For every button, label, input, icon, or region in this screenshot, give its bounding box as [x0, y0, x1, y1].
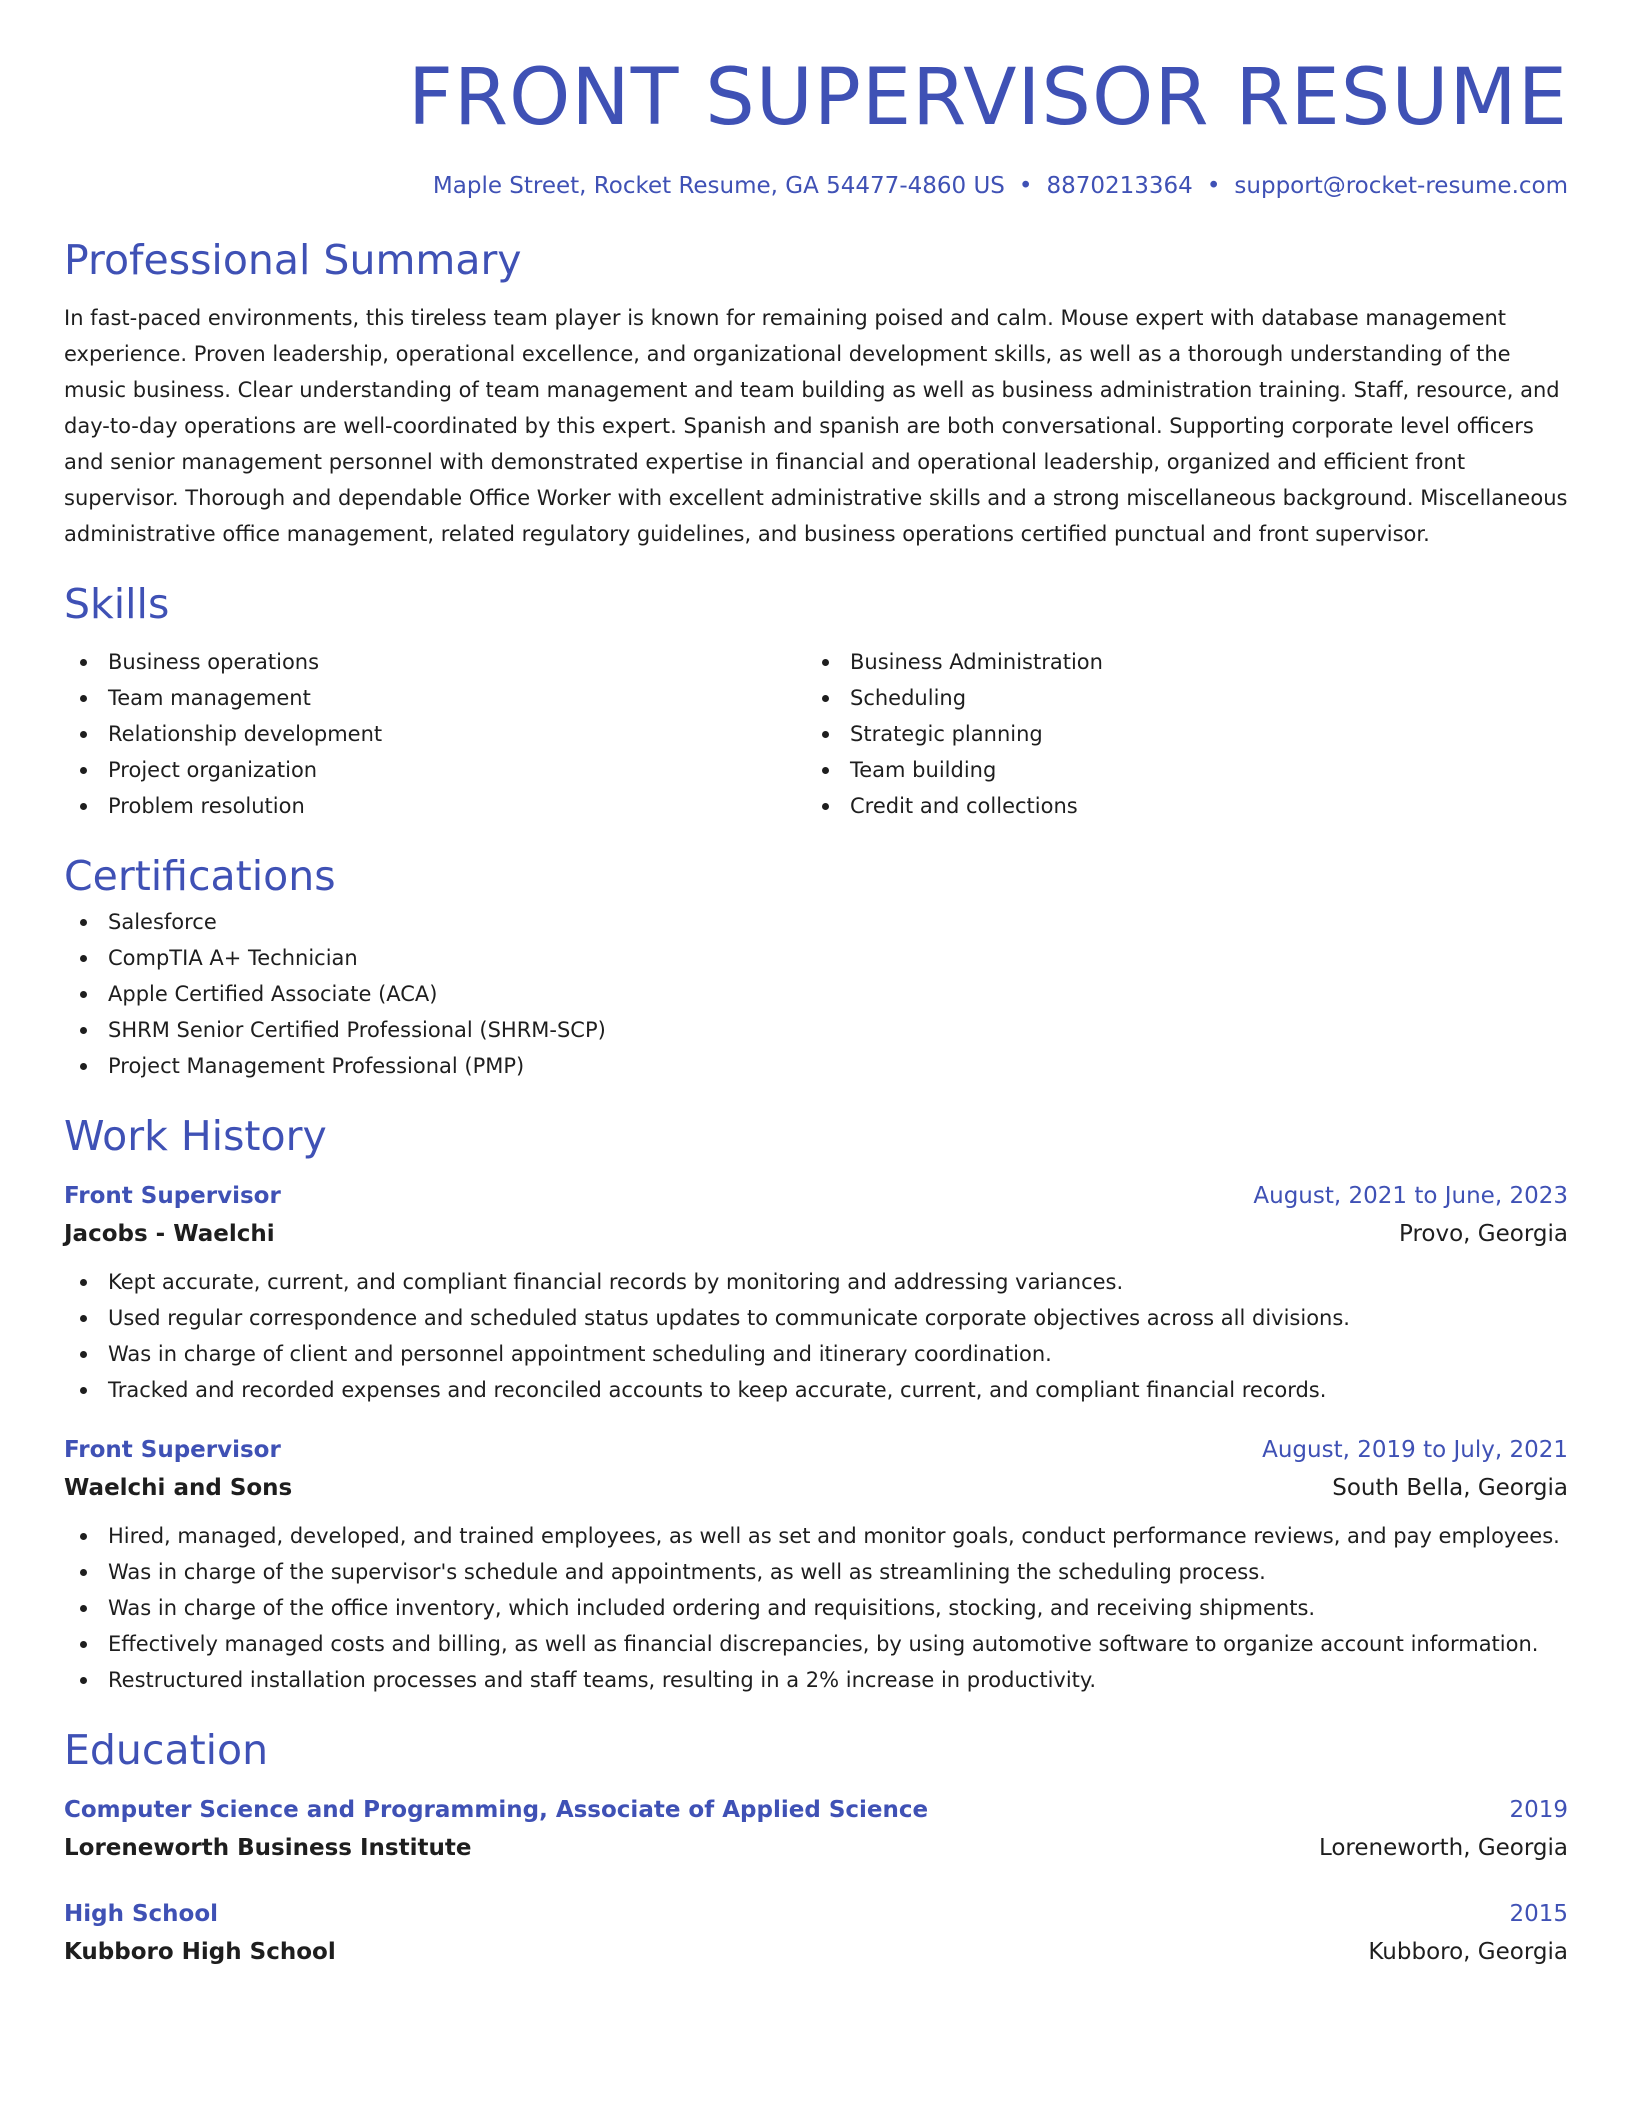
job-company-row [64, 1468, 1568, 1508]
job-title: Front Supervisor [64, 1436, 281, 1463]
certification-item: Project Management Professional (PMP) [64, 1048, 1568, 1084]
professional-summary-section [64, 232, 1568, 552]
skills-section [64, 576, 1568, 824]
education-school: Loreneworth Business Institute [64, 1834, 472, 1861]
job-duty-item: Kept accurate, current, and compliant financial records by monitoring and addressing variances. [64, 1264, 1568, 1300]
skill-item: Business operations [64, 644, 806, 680]
contact-separator: • [1206, 172, 1221, 199]
job-title-row [64, 1432, 1568, 1468]
work-history-section [64, 1108, 1568, 1698]
section-heading-work-history: Work History [64, 1111, 327, 1160]
job-duty-item: Was in charge of client and personnel appointment scheduling and itinerary coordination. [64, 1336, 1568, 1372]
job-company: Jacobs - Waelchi [64, 1220, 275, 1247]
skill-item: Business Administration [806, 644, 1548, 680]
education-entry [64, 1792, 1568, 1868]
job-duty-item: Was in charge of the supervisor's schedule and appointments, as well as streamlining the scheduling process. [64, 1554, 1568, 1590]
certifications-section [64, 848, 1568, 1084]
job-location: South Bella, Georgia [1332, 1474, 1568, 1501]
education-year: 2019 [1509, 1796, 1568, 1823]
skill-item: Relationship development [64, 716, 806, 752]
education-year: 2015 [1509, 1900, 1568, 1927]
job-duty-item: Used regular correspondence and scheduled status updates to communicate corporate objectives across all divisions. [64, 1300, 1568, 1336]
job-entry [64, 1432, 1568, 1698]
education-degree: High School [64, 1900, 219, 1927]
job-title-row [64, 1178, 1568, 1214]
job-duties-list [64, 1264, 1568, 1408]
certification-item: Apple Certified Associate (ACA) [64, 976, 1568, 1012]
job-duties-list [64, 1518, 1568, 1698]
education-school-row [64, 1932, 1568, 1972]
education-school-row [64, 1828, 1568, 1868]
job-duty-item: Hired, managed, developed, and trained employees, as well as set and monitor goals, conduct performance reviews, and pay employees. [64, 1518, 1568, 1554]
job-duty-item: Was in charge of the office inventory, which included ordering and requisitions, stocking, and receiving shipments. [64, 1590, 1568, 1626]
skills-grid [64, 644, 1568, 824]
contact-address: Maple Street, Rocket Resume, GA 54477-4860 US [432, 172, 1005, 199]
skill-item: Team building [806, 752, 1548, 788]
job-entry [64, 1178, 1568, 1408]
skill-item: Strategic planning [806, 716, 1548, 752]
education-location: Kubboro, Georgia [1368, 1938, 1568, 1965]
job-duty-item: Effectively managed costs and billing, as well as financial discrepancies, by using automotive software to organize account information. [64, 1626, 1568, 1662]
skill-item: Problem resolution [64, 788, 806, 824]
education-section [64, 1722, 1568, 1972]
education-school: Kubboro High School [64, 1938, 336, 1965]
certification-item: SHRM Senior Certified Professional (SHRM-SCP) [64, 1012, 1568, 1048]
resume-title: FRONT SUPERVISOR RESUME [407, 53, 1568, 143]
skill-item: Team management [64, 680, 806, 716]
job-dates: August, 2021 to June, 2023 [1253, 1182, 1568, 1209]
certification-item: Salesforce [64, 904, 1568, 940]
education-degree: Computer Science and Programming, Associate of Applied Science [64, 1796, 929, 1823]
section-heading-summary: Professional Summary [64, 235, 522, 284]
job-company: Waelchi and Sons [64, 1474, 293, 1501]
skills-list-left [64, 644, 806, 824]
job-company-row [64, 1214, 1568, 1254]
section-heading-education: Education [64, 1725, 269, 1774]
contact-separator: • [1018, 172, 1033, 199]
skill-item: Scheduling [806, 680, 1548, 716]
job-location: Provo, Georgia [1399, 1220, 1568, 1247]
education-location: Loreneworth, Georgia [1318, 1834, 1568, 1861]
skills-list-right [806, 644, 1548, 824]
skill-item: Project organization [64, 752, 806, 788]
job-title: Front Supervisor [64, 1182, 281, 1209]
certification-item: CompTIA A+ Technician [64, 940, 1568, 976]
resume-header [64, 0, 1568, 202]
contact-line [64, 170, 1568, 202]
education-degree-row [64, 1896, 1568, 1932]
skill-item: Credit and collections [806, 788, 1548, 824]
certifications-list [64, 904, 1568, 1084]
job-duty-item: Tracked and recorded expenses and reconciled accounts to keep accurate, current, and compliant financial records. [64, 1372, 1568, 1408]
summary-text: In fast-paced environments, this tireless team player is known for remaining poised and calm. Mouse expert with database management experience. Proven leadership, operational excellence, and organizational development skills, as well as a thorough understanding of the music business. Clear understanding of team management and team building as well as business administration training. Staff, resource, and day-to-day operations are well-coordinated by this expert. Spanish and spanish are both conversational. Supporting corporate level officers and senior management personnel with demonstrated expertise in financial and operational leadership, organized and efficient front supervisor. Thorough and dependable Office Worker with excellent administrative skills and a strong miscellaneous background. Miscellaneous administrative office management, related regulatory guidelines, and business operations certified punctual and front supervisor. [64, 305, 1568, 546]
job-dates: August, 2019 to July, 2021 [1262, 1436, 1568, 1463]
contact-phone: 8870213364 [1046, 172, 1193, 199]
job-duty-item: Restructured installation processes and staff teams, resulting in a 2% increase in productivity. [64, 1662, 1568, 1698]
section-heading-certifications: Certifications [64, 851, 336, 900]
education-entry [64, 1896, 1568, 1972]
education-degree-row [64, 1792, 1568, 1828]
section-heading-skills: Skills [64, 579, 170, 628]
contact-email[interactable]: support@rocket-resume.com [1234, 172, 1568, 199]
